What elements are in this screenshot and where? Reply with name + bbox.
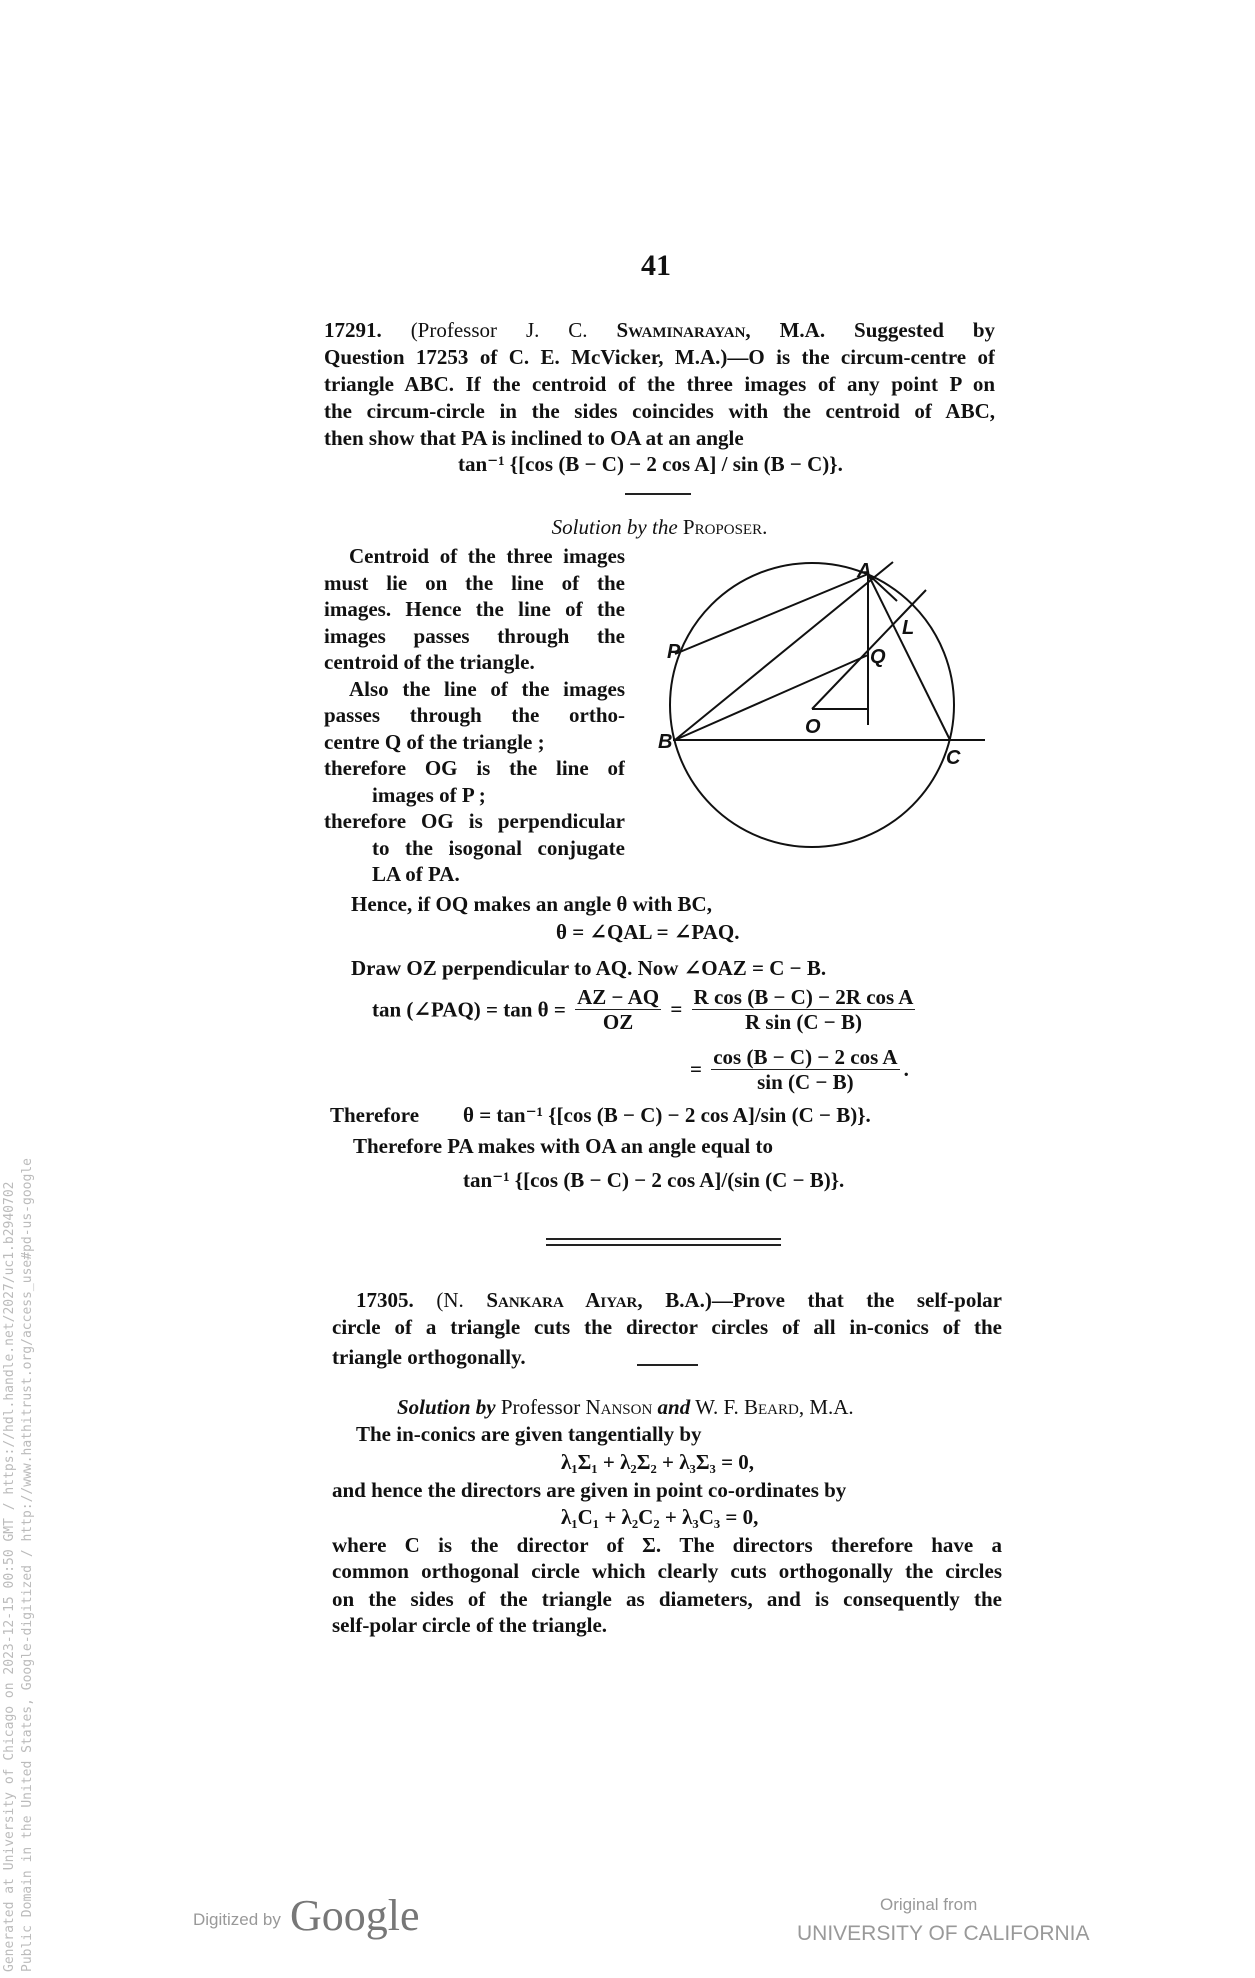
proposer: Proposer. <box>682 515 768 539</box>
text-line: Therefore PA makes with OA an angle equal to <box>353 1134 773 1158</box>
text: W. F. <box>690 1395 744 1419</box>
divider <box>637 1364 698 1366</box>
denominator: sin (C − B) <box>757 1070 854 1094</box>
author-name: Sankara Aiyar <box>486 1288 638 1312</box>
watermark-line: Generated at University of Chicago on 2023-12-15 00:50 GMT / https://hdl.handle.net/2027/uc1.b2940702 <box>2 1181 17 1972</box>
tan-equation-cont: = $\frac{\text{cos (B − C) − 2 cos A}}{\sin (C - B)}$ . <box>690 1045 909 1094</box>
text-line: centroid of the triangle. <box>324 650 535 674</box>
watermark-line: Public Domain in the United States, Google-digitized / http://www.hathitrust.org/access_use#pd-us-google <box>20 1158 35 1972</box>
equation-lhs: tan (∠PAQ) = tan θ = <box>372 997 566 1022</box>
text-line: on the sides of the triangle as diameters, and is consequently the <box>332 1587 1002 1611</box>
text-line: The in-conics are given tangentially by <box>356 1422 702 1446</box>
double-divider-top <box>546 1238 781 1240</box>
denominator: R sin (C − B) <box>745 1010 862 1034</box>
question-line: the circum-circle in the sides coincides with the centroid of ABC, <box>324 399 995 423</box>
text: (N. <box>436 1288 487 1312</box>
text: (Professor J. C. <box>410 318 617 342</box>
text: and <box>652 1395 691 1419</box>
text-line: where C is the director of Σ. The directors therefore have a <box>332 1533 1002 1557</box>
question-line: triangle orthogonally. <box>332 1345 526 1369</box>
text: , B.A.)—Prove that the self-polar <box>637 1288 1002 1312</box>
equals: = <box>670 997 683 1021</box>
author-name: Swaminarayan <box>616 318 746 342</box>
solution-heading <box>397 1394 854 1421</box>
page-number: 41 <box>641 249 671 282</box>
label-O: O <box>805 716 821 738</box>
label-A: A <box>857 560 872 582</box>
equation: λ₁C₁ + λ₂C₂ + λ₃C₃ = 0, <box>561 1505 759 1529</box>
numerator: AZ − AQ <box>577 985 660 1009</box>
equation: tan⁻¹ {[cos (B − C) − 2 cos A]/(sin (C − B)}. <box>463 1168 845 1192</box>
text-line: therefore OG is perpendicular <box>324 809 625 833</box>
text: Professor <box>495 1395 586 1419</box>
text-line: Centroid of the three images <box>349 544 625 568</box>
text-line: passes through the ortho- <box>324 703 625 727</box>
text-line: images passes through the <box>324 624 625 648</box>
question-line: triangle ABC. If the centroid of the three images of any point P on <box>324 372 995 396</box>
fraction <box>711 1045 899 1094</box>
text-line: to the isogonal conjugate <box>372 836 625 860</box>
text: , M.A. <box>798 1395 854 1419</box>
text-line: Draw OZ perpendicular to AQ. Now ∠OAZ = C − B. <box>351 956 827 980</box>
fraction <box>575 985 661 1034</box>
text: Solution by the <box>551 515 683 539</box>
text-line: images. Hence the line of the <box>324 597 625 621</box>
question-line: then show that PA is inclined to OA at an angle <box>324 426 744 450</box>
label-P: P <box>667 641 681 663</box>
equals: = <box>690 1057 702 1081</box>
line-BQ <box>675 655 868 740</box>
denominator: OZ <box>602 1010 634 1034</box>
label-B: B <box>658 731 673 753</box>
double-divider-bottom <box>546 1244 781 1246</box>
google-logo: Google <box>290 1891 420 1940</box>
text-line: common orthogonal circle which clearly cuts orthogonally the circles <box>332 1559 1002 1583</box>
label-Q: Q <box>870 646 886 668</box>
equation: θ = ∠QAL = ∠PAQ. <box>556 920 740 944</box>
text: , M.A. Suggested by <box>745 318 995 342</box>
text-line: centre Q of the triangle ; <box>324 730 545 754</box>
equation: θ = tan⁻¹ {[cos (B − C) − 2 cos A]/sin (C − B)}. <box>463 1103 871 1127</box>
question-number: 17291. <box>324 318 382 342</box>
fraction <box>692 985 916 1034</box>
equation: λ₁Σ₁ + λ₂Σ₂ + λ₃Σ₃ = 0, <box>561 1450 755 1474</box>
numerator: cos (B − C) − 2 cos A <box>713 1045 898 1069</box>
digitized-by-label: Digitized by <box>193 1910 281 1929</box>
numerator: R cos (B − C) − 2R cos A <box>693 985 914 1009</box>
question-number: 17305. <box>356 1288 414 1312</box>
question-line: Question 17253 of C. E. McVicker, M.A.)—O is the circum-centre of <box>324 345 995 369</box>
text-line: images of P ; <box>372 783 486 807</box>
text-line: therefore OG is the line of <box>324 756 625 780</box>
text-line: must lie on the line of the <box>324 571 625 595</box>
text-line: LA of PA. <box>372 862 460 886</box>
question-formula: tan⁻¹ {[cos (B − C) − 2 cos A] / sin (B − C)}. <box>458 452 843 476</box>
text-line: self-polar circle of the triangle. <box>332 1613 608 1637</box>
question-line: circle of a triangle cuts the director circles of all in-conics of the <box>332 1315 1002 1339</box>
label-C: C <box>946 747 961 769</box>
author-name: Nanson <box>585 1395 653 1419</box>
tan-equation <box>372 985 919 1034</box>
institution-name: UNIVERSITY OF CALIFORNIA <box>797 1922 1090 1945</box>
label-L: L <box>902 617 915 639</box>
text-line: Hence, if OQ makes an angle θ with BC, <box>351 892 712 916</box>
text-line: Also the line of the images <box>349 677 625 701</box>
text-line: and hence the directors are given in point co-ordinates by <box>332 1478 847 1502</box>
original-from-label: Original from <box>880 1895 978 1914</box>
line-BA <box>675 562 893 740</box>
author-name: Beard <box>744 1395 799 1419</box>
question-line <box>356 1287 1002 1314</box>
text: Therefore <box>330 1103 420 1127</box>
text: Solution by <box>397 1395 496 1419</box>
